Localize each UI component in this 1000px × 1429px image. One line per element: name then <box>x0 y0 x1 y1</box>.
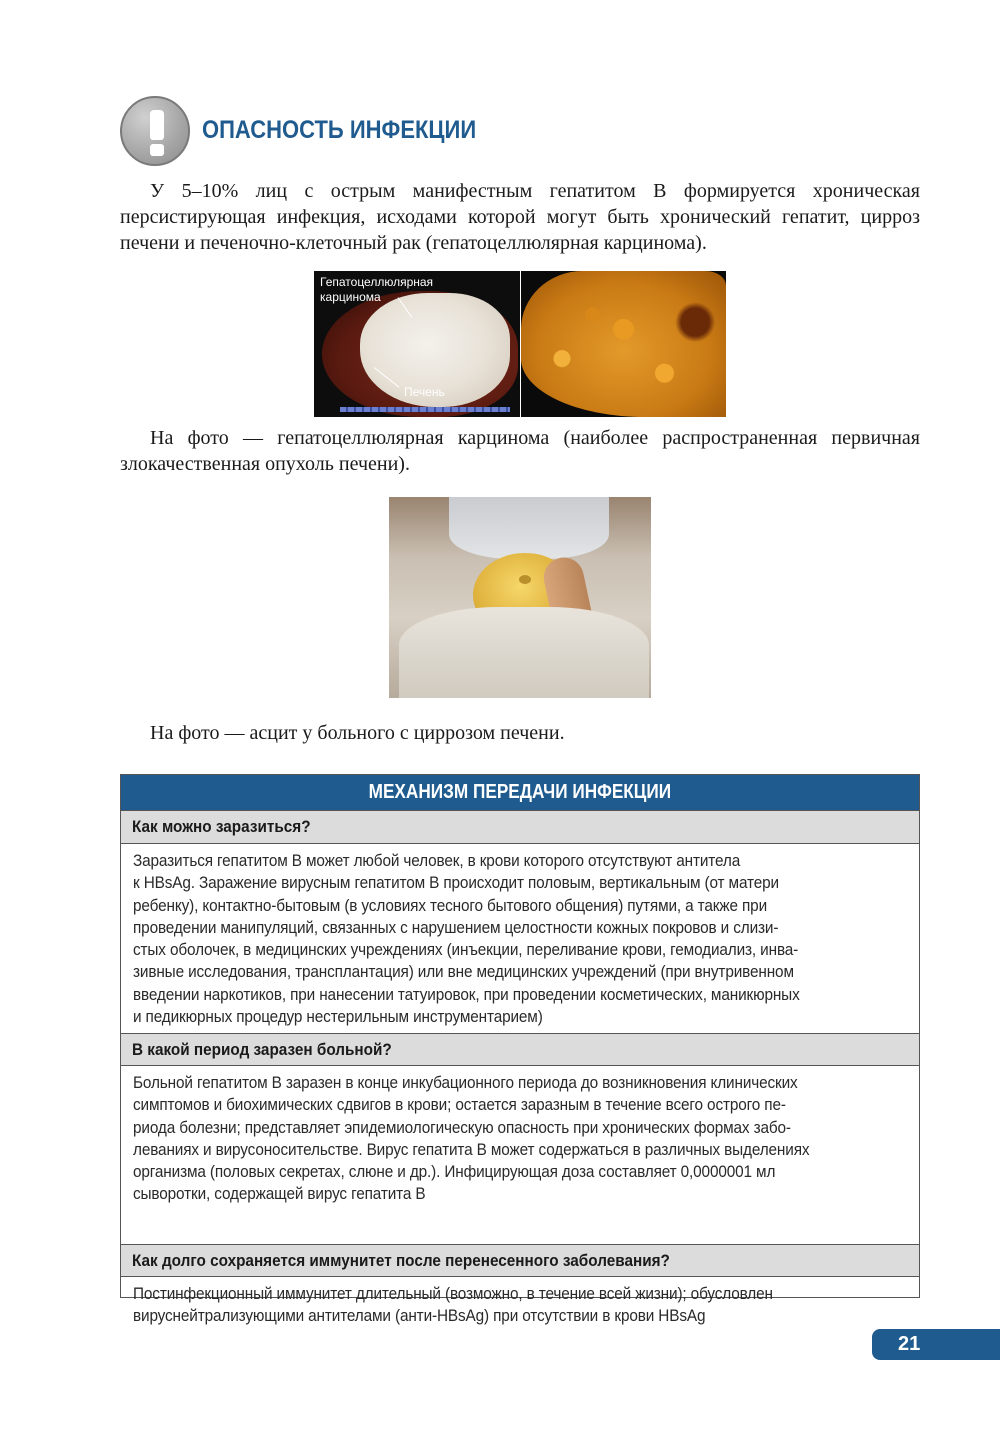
section-header <box>120 96 920 168</box>
carcinoma-label: Гепатоцеллюлярная карцинома <box>320 275 434 304</box>
table-answer: Постинфекционный иммунитет длительный (возможно, в течение всей жизни); обусловлен вируснейтрализующими антителами (анти-HBsAg) при отсутствии в крови HBsAg <box>133 1285 773 1326</box>
cirrhosis-photo <box>521 271 726 417</box>
transmission-table <box>120 774 920 1326</box>
carcinoma-photo <box>314 271 520 417</box>
liver-label: Печень <box>404 385 445 399</box>
intro-paragraph: У 5–10% лиц с острым манифестным гепатитом В формируется хроническая персистирующая инфекция, исходами которой могут быть хронический гепатит, цирроз печени и печеночно-клеточный рак (гепатоцеллюлярная карцинома). <box>120 180 920 254</box>
table-answer: Заразиться гепатитом В может любой человек, в крови которого отсутствуют антитела к HBsAg. Заражение вирусным гепатитом В происходит половым, вертикальным (от матери ребенку), контактно-бытовым (в условиях тесного бытового общения) путями, а также при проведении манипуляций, связанных с нарушением целостности кожных покровов и слизи- стых оболочек, в медицинских учреждениях (инъекции, переливание крови, гемодиализ, инва- зивные исследования, трансплантация) или вне медицинских учреждений (при внутривенном введении наркотиков, при нанесении татуировок, при проведении косметических, маникюрных и педикюрных процедур нестерильным инструментарием) <box>133 852 800 1027</box>
table-question: В какой период заразен больной? <box>121 1033 919 1066</box>
section-title: ОПАСНОСТЬ ИНФЕКЦИИ <box>202 116 477 144</box>
exclamation-icon <box>120 96 190 166</box>
table-question: Как можно заразиться? <box>121 811 919 844</box>
table-title: МЕХАНИЗМ ПЕРЕДАЧИ ИНФЕКЦИИ <box>121 775 919 811</box>
caption-ascites: На фото — асцит у больного с циррозом печени. <box>150 722 565 744</box>
table-answer: Больной гепатитом В заразен в конце инкубационного периода до возникновения клинических симптомов и биохимических сдвигов в крови; остается заразным в течение всего острого пе- риода болезни; представляет эпидемиологическую опасность при хронических формах забо- леваниях и вирусоносительстве. Вирус гепатита В может содержаться в различных выделениях организма (половых секретах, слюне и др.). Инфицирующая доза составляет 0,0000001 мл сыворотки, содержащей вирус гепатита В <box>133 1074 810 1204</box>
ascites-photo <box>389 497 651 698</box>
scale-bar <box>340 407 510 412</box>
table-question: Как долго сохраняется иммунитет после перенесенного заболевания? <box>121 1244 919 1277</box>
page-number: 21 <box>872 1329 1000 1360</box>
caption-carcinoma: На фото — гепатоцеллюлярная карцинома (наиболее распространенная первичная злокачественная опухоль печени). <box>120 427 920 475</box>
